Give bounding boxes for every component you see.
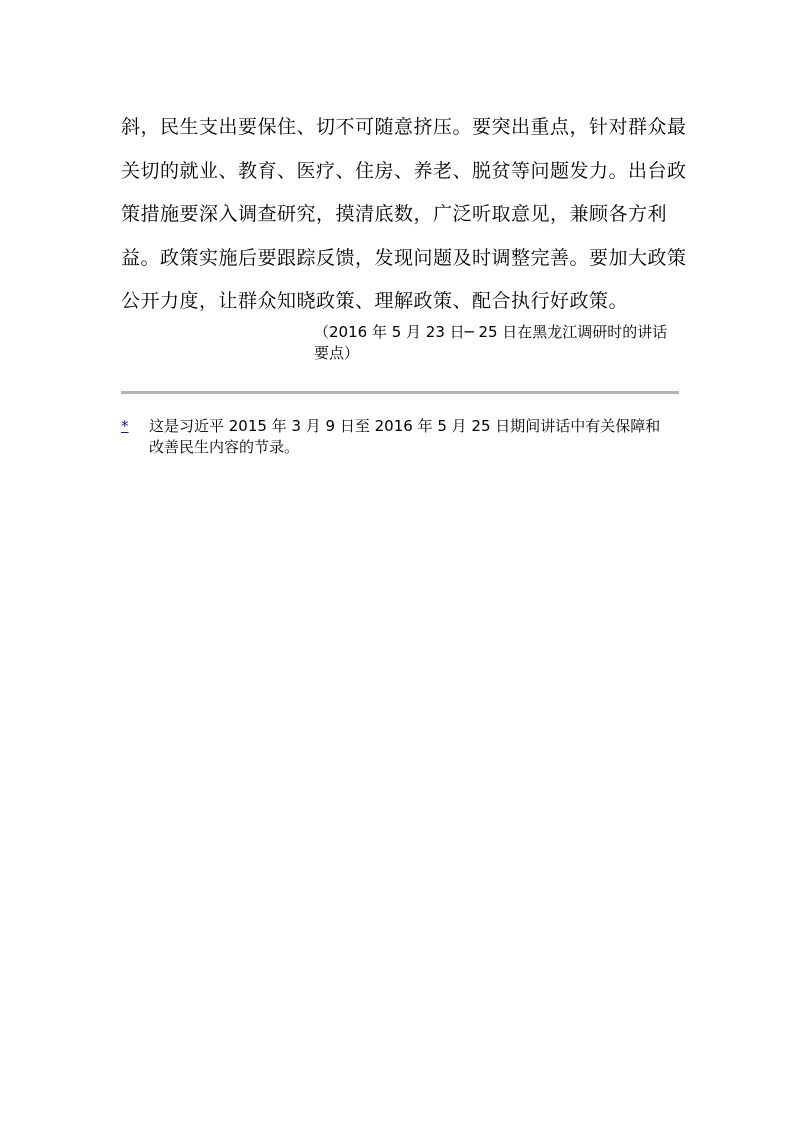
body-paragraph	[121, 106, 687, 324]
body-line: 斜，民生支出要保住、切不可随意挤压。要突出重点，针对群众最	[121, 116, 687, 138]
footnote-divider	[121, 391, 679, 394]
body-line: 公开力度，让群众知晓政策、理解政策、配合执行好政策。	[121, 290, 629, 312]
footnote-line: 这是习近平 2015 年 3 月 9 日至 2016 年 5 月 25 日期间讲话中有关保障和	[149, 417, 661, 435]
body-line: 关切的就业、教育、医疗、住房、养老、脱贫等问题发力。出台政	[121, 159, 687, 182]
source-note	[314, 322, 684, 364]
footnote-text	[149, 416, 689, 458]
footnote-line: 改善民生内容的节录。	[149, 438, 300, 456]
footnote-marker-link[interactable]: *	[121, 417, 129, 435]
source-note-line: 要点）	[314, 344, 360, 362]
body-line: 益。政策实施后要跟踪反馈，发现问题及时调整完善。要加大政策	[121, 246, 687, 269]
source-note-line: （2016 年 5 月 23 日─ 25 日在黑龙江调研时的讲话	[314, 323, 668, 341]
body-line: 策措施要深入调查研究，摸清底数，广泛听取意见，兼顾各方利	[121, 203, 668, 225]
